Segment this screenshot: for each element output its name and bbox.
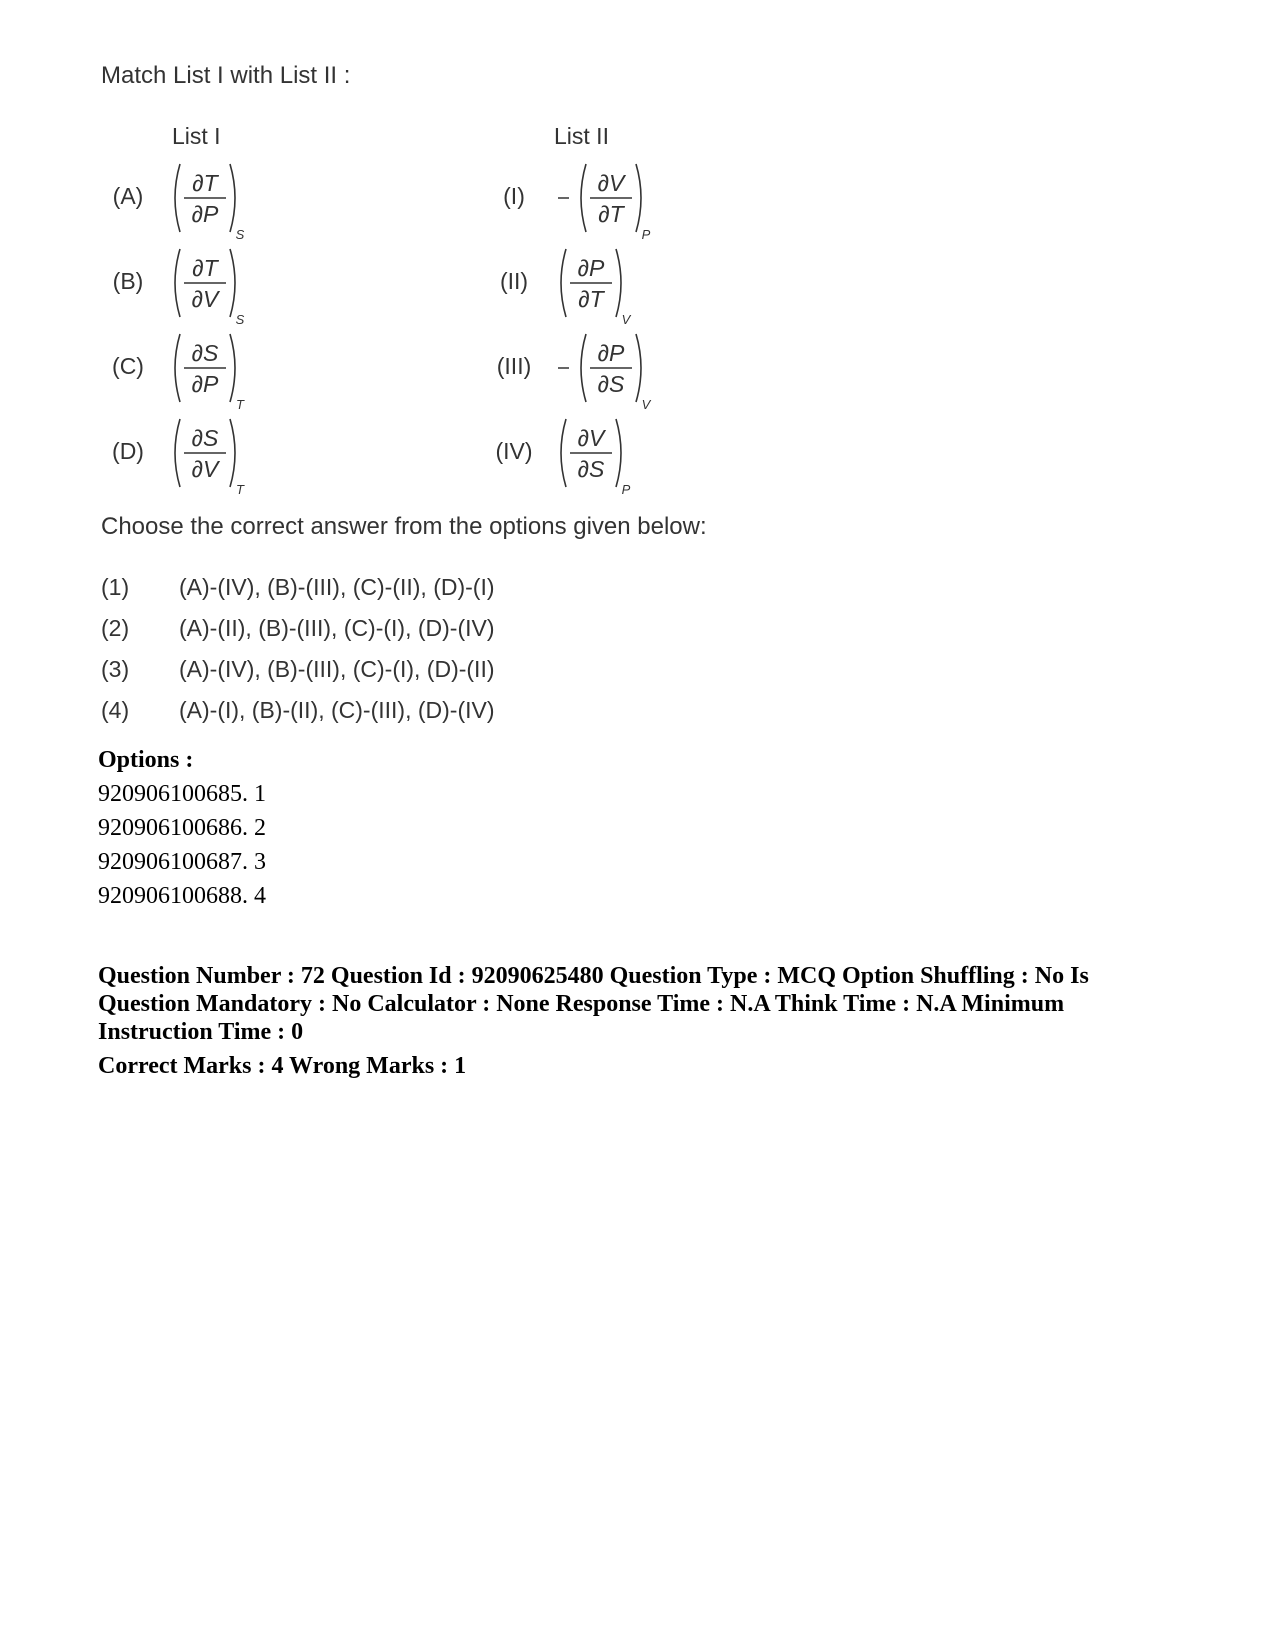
numerator: ∂T (192, 255, 218, 281)
left-paren (561, 419, 566, 487)
subscript: P (621, 482, 631, 497)
denominator: ∂T (578, 286, 604, 312)
right-paren (616, 419, 621, 487)
right-paren (636, 334, 641, 402)
subscript: P (641, 227, 651, 242)
fraction-graphic (556, 330, 666, 420)
answer-choice-4 (101, 697, 495, 724)
list-two-label-iii: (III) (496, 353, 532, 379)
numerator: ∂V (577, 425, 605, 451)
fraction-graphic (170, 330, 280, 420)
list-two-label-ii: (II) (499, 268, 529, 294)
next-question-meta: Question Number : 72 Question Id : 92090625480 Question Type : MCQ Option Shuffling : No Is Question Mandatory : No Calculator : None Response Time : N.A Think Time : N.A Minimum Instruction Time : 0 (98, 963, 1089, 1045)
list-one-label-c: (C) (112, 353, 144, 379)
subscript: V (641, 397, 651, 412)
left-paren (175, 419, 180, 487)
subscript: T (236, 482, 244, 497)
list-two-label-iv: (IV) (495, 438, 533, 464)
answer-choice-1 (101, 574, 495, 601)
left-paren (581, 164, 586, 232)
numerator: ∂T (192, 170, 218, 196)
answer-choice-3 (101, 656, 495, 683)
numerator: ∂V (597, 170, 625, 196)
subscript: S (235, 227, 245, 242)
numerator: ∂P (577, 255, 605, 281)
list-one-heading: List I (172, 123, 221, 149)
left-paren (561, 249, 566, 317)
list-two-expression-ii (556, 245, 666, 340)
numerator: ∂P (597, 340, 625, 366)
left-paren (175, 334, 180, 402)
right-paren (616, 249, 621, 317)
right-paren (230, 334, 235, 402)
answer-choice-2 (101, 615, 495, 642)
denominator: ∂T (598, 201, 624, 227)
list-one-expression-a (170, 160, 280, 255)
fraction-graphic (170, 415, 280, 505)
answer-choice-number: (1) (101, 574, 130, 600)
options-heading: Options : (98, 747, 194, 773)
list-one-expression-b (170, 245, 280, 340)
list-one-label-d: (D) (112, 438, 144, 464)
fraction-graphic (556, 415, 666, 505)
right-paren (230, 249, 235, 317)
left-paren (581, 334, 586, 402)
right-paren (636, 164, 641, 232)
list-two-expression-i (556, 160, 666, 255)
denominator: ∂V (191, 286, 219, 312)
subscript: T (236, 397, 244, 412)
denominator: ∂S (597, 371, 625, 397)
subscript: S (235, 312, 245, 327)
fraction-graphic (170, 160, 280, 250)
option-item-3: 920906100687. 3 (98, 849, 266, 875)
question-image (0, 0, 1275, 740)
denominator: ∂S (577, 456, 605, 482)
list-one-label-b: (B) (112, 268, 144, 294)
list-two-expression-iv (556, 415, 666, 510)
fraction-graphic (556, 245, 666, 335)
answer-choice-text: (A)-(IV), (B)-(III), (C)-(II), (D)-(I) (179, 574, 495, 600)
numerator: ∂S (191, 425, 219, 451)
answer-choice-text: (A)-(II), (B)-(III), (C)-(I), (D)-(IV) (179, 615, 495, 641)
choose-instruction: Choose the correct answer from the options given below: (101, 513, 707, 540)
answer-choice-number: (3) (101, 656, 130, 682)
option-item-4: 920906100688. 4 (98, 883, 266, 909)
list-one-expression-c (170, 330, 280, 425)
list-one-label-a: (A) (112, 183, 144, 209)
right-paren (230, 419, 235, 487)
answer-choice-text: (A)-(IV), (B)-(III), (C)-(I), (D)-(II) (179, 656, 495, 682)
list-two-label-i: (I) (503, 183, 525, 209)
question-prompt: Match List I with List II : (101, 62, 351, 89)
marks-line: Correct Marks : 4 Wrong Marks : 1 (98, 1053, 467, 1079)
option-item-2: 920906100686. 2 (98, 815, 266, 841)
denominator: ∂P (191, 201, 219, 227)
fraction-graphic (556, 160, 666, 250)
list-two-heading: List II (554, 123, 609, 149)
left-paren (175, 164, 180, 232)
left-paren (175, 249, 180, 317)
denominator: ∂P (191, 371, 219, 397)
fraction-graphic (170, 245, 280, 335)
answer-choice-number: (4) (101, 697, 130, 723)
answer-choice-number: (2) (101, 615, 130, 641)
list-one-expression-d (170, 415, 280, 510)
subscript: V (621, 312, 631, 327)
right-paren (230, 164, 235, 232)
denominator: ∂V (191, 456, 219, 482)
answer-choice-text: (A)-(I), (B)-(II), (C)-(III), (D)-(IV) (179, 697, 495, 723)
option-item-1: 920906100685. 1 (98, 781, 266, 807)
numerator: ∂S (191, 340, 219, 366)
list-two-expression-iii (556, 330, 666, 425)
